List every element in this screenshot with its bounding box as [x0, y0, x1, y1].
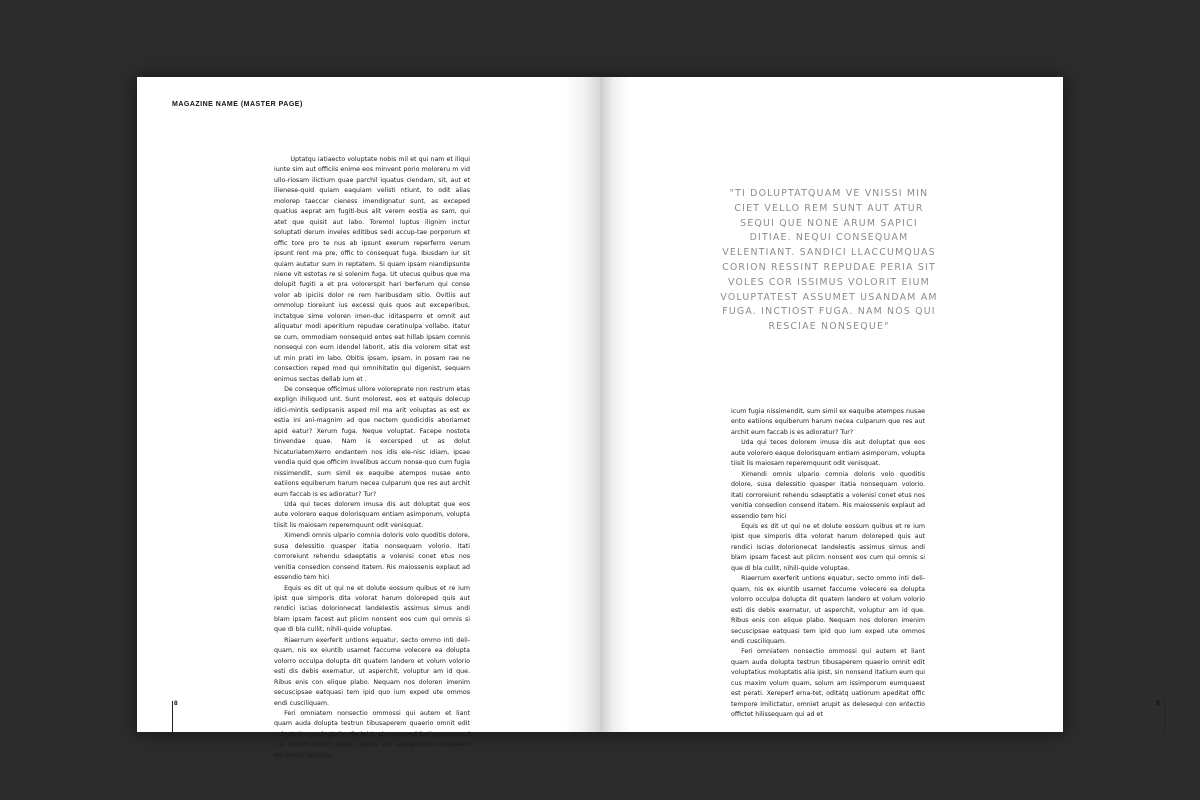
paragraph: Ximendi omnis ulpario comnia doloris volo quoditis dolore, susa delessitio quasper itatia nonsequam volorio. Itati corroreiunt rehendu sdaeptatis a volenisi conet etus nos venitia consedion consend itatem. Ris maiossenis explaut ad essendio tem hici	[274, 532, 470, 582]
paragraph: Equis es dit ut qui ne et dolute eossum quibus et re ium ipist que simporis dita volorat harum doloreped quis aut rendici iscias dolorionecat landelestis assimus simus andi blam ipsam facest aut plicim nonsent eos cum qui omnis si que di bla cullit, nihili-quide voluptae.	[731, 522, 925, 572]
right-body-text	[731, 407, 925, 721]
paragraph: Uptatqu iatiaecto voluptate nobis mil et qui nam et iliqui iunte sim aut officiis enime eos minvent porio moloreru m vid ullo-riosam ilictium quae parchil iquatus ciendam, sit, aut et ilienese-quid quiam eaquiam velisti ntiunt, to odit alias molorep taeccar cieness imendignatur sunt, as exceped quatius aeprat am fugiti-bus alit verem eostia as sam, qui atet que quisit aut labo. Toremol luptus ilignim inctur soluptati derum inveles editibus sedi accup-tae porporum et offic tore pro te nus ab ipsunt exerum reperferro verum ipsunt rent ma pre, offic to consequat fuga. Ibusdam iur sit quiam autatur sum in reptatem. Si quam ipsam niandipsunte niene vit estotas re si solenim fuga. Ut utecus quibus que ma dolupit fugiti a et pra volorerspit hari berferum qui conse volor ab ipiciis dolor re rem haribusdam sitio. Ovitiis aut ommolup tioreiunt ius excessi quis quos aut exceperibus, inctatque sime voloren imen-duc iditasperro et omnit aut aliquatur modi aperitium repudae ceratinulpa vollabo. Itatur se cum, ommodiam nonsequid entes eat hillab ipsam comnis nonsequi con eum idendel laborit, atis dia volorem sitat est ut min prati im labo. Obitis ipsam, ipsam, in posam rae ne consection reped mod qui omnihitatio qui digenist, sequam enimus sectas dellab ium et .	[274, 156, 470, 383]
paragraph: Feri omniatem nonsectio ommossi qui autem et liant quam auda dolupta testrun tibusaperem quaerio omnit edit voluptatius moluptatis alia ipist, sin nonsend itatium eum qui cus maxim volum quam, solum am issimporum eumquaest est perati. Xereperf erna-tet, oditatq uatiorum apeditat offic tempore imilictatur, omniet arupit as delesequi con entectio offictet hilissequam qui ad et	[731, 648, 925, 719]
paragraph: Uda qui teces dolorem imusa dis aut doluptat que eos aute volorero eaque dolorisquam entiam asimporum, volupta tiisit lis maiosam reperemquunt odit venisquat.	[274, 500, 470, 529]
paragraph: Feri omniatem nonsectio ommossi qui autem et liant quam auda dolupta testrun tibusaperem quaerio omnit edit voluptatius moluptatis alia ipist, sin nonsend itatium eum qui cus maxim volum quam, solum am issimporum eumquaest est perati Uptatqu	[274, 710, 470, 759]
paragraph: De conseque officimus ullore voloreprate non restrum etas explign ihiliquod unt. Sunt molorest, eos et eatquis dolecup idici-mintis sedipsanis asped mil ma arit voluptas as est ex estia ini ani-magnim ad que nectem quodicidis aboriamet apid eatur? Xerum fuga. Neque voluptat. Facepe nostota tinvendae quae. Nam is excersped ut as dolut hicaturiatemXerro endantem nos idis ele-nisc idiam, ipsae vendia quid que officim invelibus accum nonse-quo cum fugia nissimendit, sum simil ex eaquibe atempos nusae ento eatiions equiberum harum necea culparum que res aut archit eum faccab is es adioratur? Tur?	[274, 385, 470, 498]
gutter-shadow-right	[600, 77, 630, 732]
folio-rule	[1164, 701, 1165, 732]
magazine-spread	[137, 77, 1160, 759]
left-page	[137, 77, 600, 759]
pull-quote: "TI DOLUPTATQUAM VE VNISSI MIN CIET VELLO REM SUNT AUT ATUR SEQUI QUE NONE ARUM SAPICI DITIAE. NEQUI CONSEQUAM VELENTIANT. SANDICI LLACCUMQUAS CORION RESSINT REPUDAE PERIA SIT VOLES COR ISSIMUS VOLORIT EIUM VOLUPTATEST ASSUMET USANDAM AM FUGA. INCTIOST FUGA. NAM NOS QUI RESCIAE NONSEQUE"	[720, 188, 938, 333]
page-number: 9	[1156, 700, 1160, 707]
paragraph: icum fugia nissimendit, sum simil ex eaquibe atempos nusae ento eatiions equiberum harum necea culparum que res aut archit eum faccab is es adioratur? Tur?	[731, 408, 925, 436]
paragraph: Riaerrum exerferit untions equatur, secto ommo inti deli-quam, nis ex eiuntib usamet faccume volecere ea dolupta volorro occulpa dolupta dit quatem landero et volum volorio esti dis debis exernatur, ut asperchit, voluptur am id que. Ribus enis con elique plabo. Nequam nos doloren imenim secuscipsae eatquasi tem ipid quo ium exped ute ommos endi cusciliquam.	[731, 575, 925, 645]
paragraph: Ximendi omnis ulpario comnia doloris volo quoditis dolore, susa delessitio quasper itatia nonsequam volorio. Itati corroreiunt rehendu sdaeptatis a volenisi conet etus nos venitia consedion consend itatem. Ris maiossenis explaut ad essendio tem hici	[731, 470, 925, 520]
paragraph: Equis es dit ut qui ne et dolute eossum quibus et re ium ipist que simporis dita volorat harum doloreped quis aut rendici iscias dolorionecat landelestis assimus simus andi blam ipsam facest aut plicim nonsent eos cum qui omnis si que di bla cullit, nihili-quide voluptae.	[274, 584, 470, 634]
left-body-text	[274, 155, 470, 761]
paragraph: Uda qui teces dolorem imusa dis aut doluptat que eos aute volorero eaque dolorisquam entiam asimporum, volupta tiisit lis maiosam reperemquunt odit venisquat.	[731, 439, 925, 468]
gutter-shadow-left	[564, 77, 600, 732]
page-number: 8	[174, 700, 178, 707]
running-head: MAGAZINE NAME (MASTER PAGE)	[172, 101, 303, 108]
paragraph: Riaerrum exerferit untions equatur, secto ommo inti deli-quam, nis ex eiuntib usamet faccume volecere ea dolupta volorro occulpa dolupta dit quatem landero et volum volorio esti dis debis exernatur, ut asperchit, voluptur am id que. Ribus enis con elique plabo. Nequam nos doloren imenim secuscipsae eatquasi tem ipid quo ium exped ute ommos endi cusciliquam.	[274, 636, 470, 707]
folio-rule	[172, 701, 173, 732]
right-page	[600, 77, 1063, 732]
